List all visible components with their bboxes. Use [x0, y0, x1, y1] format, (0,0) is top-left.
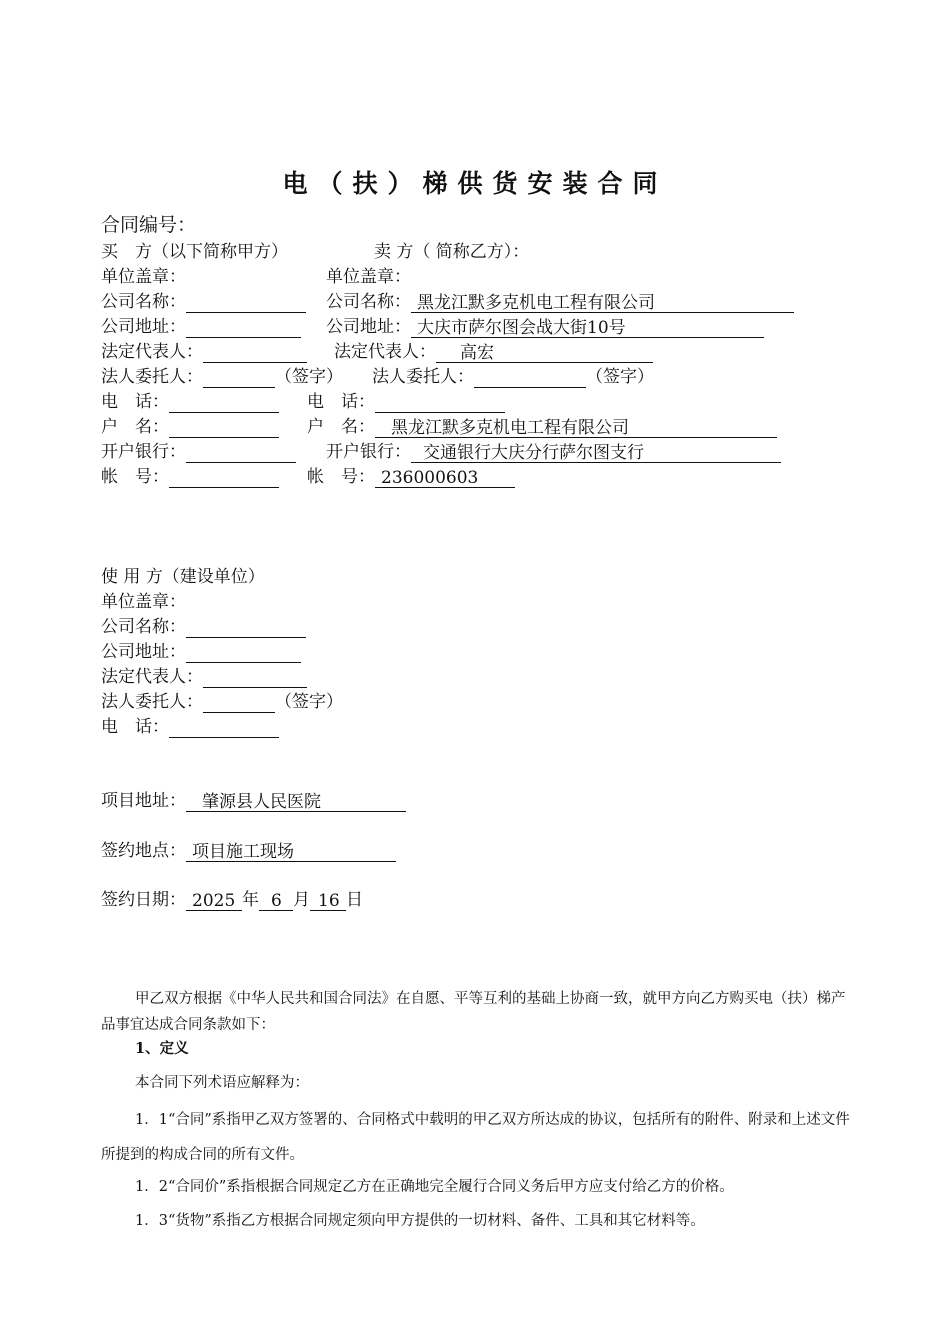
seller-legal-rep: 高宏 [436, 344, 653, 363]
seller-bank-field: 开户银行： 交通银行大庆分行萨尔图支行 [326, 441, 781, 463]
section-1-intro: 本合同下列术语应解释为： [135, 1075, 309, 1091]
seller-address-field: 公司地址： 大庆市萨尔图会战大街10号 [326, 316, 764, 338]
user-phone-field: 电 话： [101, 716, 279, 738]
user-legal-rep-field: 法定代表人： [101, 666, 307, 688]
user-header: 使 用 方（建设单位） [101, 567, 265, 587]
user-address-field: 公司地址： [101, 641, 301, 663]
blank-line [186, 619, 306, 638]
seller-bank: 交通银行大庆分行萨尔图支行 [411, 444, 781, 463]
bank-row [101, 441, 861, 463]
blank-line [474, 369, 586, 388]
project-address-field: 项目地址： 肇源县人民医院 [101, 790, 406, 812]
buyer-company-name-field: 公司名称： [101, 291, 306, 313]
clause-1-1: 1．1“合同”系指甲乙双方签署的、合同格式中载明的甲乙双方所达成的协议，包括所有的附件、附录和上述文件所提到的构成合同的所有文件。 [101, 1112, 850, 1163]
sign-place-field: 签约地点： 项目施工现场 [101, 840, 396, 862]
seller-header: 卖 方（ 简称乙方）： [374, 242, 530, 262]
sign-date-month: 6 [259, 892, 293, 911]
blank-line [169, 394, 279, 413]
blank-line [186, 319, 301, 338]
buyer-entrusted-field: 法人委托人： （签字） [101, 367, 343, 387]
blank-line [203, 669, 307, 688]
seller-seal-label: 单位盖章： [326, 267, 411, 287]
blank-line [186, 444, 296, 463]
parties-header [101, 241, 861, 263]
buyer-seal-label: 单位盖章： [101, 267, 186, 287]
blank-line [169, 419, 279, 438]
seller-account-no: 236000603 [375, 469, 515, 488]
account-no-row [101, 466, 861, 488]
blank-line [169, 719, 279, 738]
seller-legal-rep-field: 法定代表人： 高宏 [334, 341, 653, 363]
blank-line [186, 294, 306, 313]
legal-rep-row [101, 341, 861, 363]
seller-company-name: 黑龙江默多克机电工程有限公司 [411, 294, 794, 313]
seal-row [101, 266, 861, 288]
seller-account-no-field: 帐 号： 236000603 [307, 466, 515, 488]
entrusted-row [101, 366, 861, 388]
buyer-phone-field: 电 话： [101, 391, 279, 413]
buyer-address-field: 公司地址： [101, 316, 301, 338]
sign-date-field: 签约日期： 2025 年 6 月 16 日 [101, 890, 363, 911]
project-address: 肇源县人民医院 [186, 793, 406, 812]
seller-company-address: 大庆市萨尔图会战大街10号 [411, 319, 764, 338]
company-address-row [101, 316, 861, 338]
seller-account-name: 黑龙江默多克机电工程有限公司 [375, 419, 777, 438]
seller-entrusted-field: 法人委托人： （签字） [372, 367, 654, 387]
blank-line [203, 694, 275, 713]
blank-line [375, 394, 505, 413]
user-entrusted-field: 法人委托人： （签字） [101, 692, 343, 712]
buyer-bank-field: 开户银行： [101, 441, 296, 463]
sign-date-day: 16 [310, 892, 346, 911]
seller-phone-field: 电 话： [307, 391, 505, 413]
account-name-row [101, 416, 861, 438]
clause-1-2: 1．2“合同价”系指根据合同规定乙方在正确地完全履行合同义务后甲方应支付给乙方的价格。 [135, 1179, 734, 1195]
user-company-name-field: 公司名称： [101, 616, 306, 638]
company-name-row [101, 291, 861, 313]
blank-line [203, 344, 307, 363]
sign-place: 项目施工现场 [186, 843, 396, 862]
buyer-account-no-field: 帐 号： [101, 466, 279, 488]
blank-line [186, 644, 301, 663]
clause-1-3: 1．3“货物”系指乙方根据合同规定须向甲方提供的一切材料、备件、工具和其它材料等。 [135, 1213, 705, 1229]
seller-account-name-field: 户 名： 黑龙江默多克机电工程有限公司 [307, 416, 777, 438]
contract-number-label: 合同编号： [101, 214, 197, 236]
user-seal-label: 单位盖章： [101, 592, 186, 612]
intro-paragraph: 甲乙双方根据《中华人民共和国合同法》在自愿、平等互利的基础上协商一致，就甲方向乙方购买电（扶）梯产品事宜达成合同条款如下： [101, 991, 846, 1033]
buyer-legal-rep-field: 法定代表人： [101, 341, 307, 363]
buyer-account-name-field: 户 名： [101, 416, 279, 438]
blank-line [169, 469, 279, 488]
section-1-title: 1、定义 [135, 1040, 189, 1057]
sign-date-year: 2025 [186, 892, 242, 911]
seller-company-name-field: 公司名称： 黑龙江默多克机电工程有限公司 [326, 291, 794, 313]
phone-row [101, 391, 861, 413]
blank-line [203, 369, 275, 388]
buyer-header: 买 方（以下简称甲方） [101, 242, 288, 262]
document-title: 电（扶）梯供货安装合同 [282, 169, 668, 198]
